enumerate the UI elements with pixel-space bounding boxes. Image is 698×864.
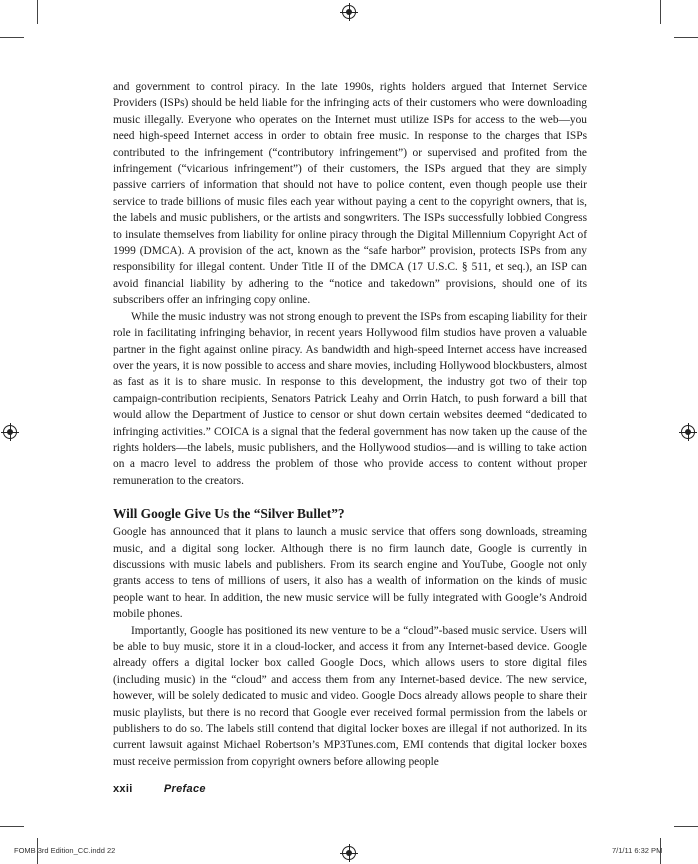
paragraph-hollywood: While the music industry was not strong enough to prevent the ISPs from escaping liability for their role in facilitating infringing behavior, in recent years Hollywood film studios have proven a valuable partner in the fight against online piracy. As bandwidth and high-speed Internet access have increased over the years, it is now possible to access and share movies, including Hollywood blockbusters, almost as fast as it is to share music. In response to this development, the industry got two of their top campaign-contribution recipients, Senators Patrick Leahy and Orrin Hatch, to push forward a bill that would allow the Department of Justice to censor or shut down certain websites deemed “dedicated to infringing activities.” COICA is a signal that the federal government has now taken up the cause of the rights holders—the labels, music publishers, and the Hollywood studios—and is willing to take action on a macro level to address the problem of those who provide access to content without proper remuneration to the creators. — [113, 310, 587, 487]
crop-mark-bottom-left-h — [0, 826, 24, 827]
registration-mark-bottom-icon — [342, 846, 356, 860]
paragraph-isp-liability: and government to control piracy. In the late 1990s, rights holders argued that Internet Service Providers (ISPs) should be held liable for the infringing acts of their customers who were downloading music illegally. Everyone who operates on the Internet must utilize ISPs for access to the web—you need high-speed Internet access in order to obtain free music. In response to the charges that ISPs contributed to the infringement (“contributory infringement”) or supervised and profited from the infringement (“vicarious infringement”) of their customers, the ISPs argued that they are simply passive carriers of information that should not have to police content, even though people use their service to trade billions of music files each year without paying a cent to the copyright owners, that is, the labels and music publishers, or the artists and songwriters. The ISPs successfully lobbied Congress to insulate themselves from liability for online piracy through the Digital Millennium Copyright Act of 1999 (DMCA). A provision of the act, known as the “safe harbor” provision, protects ISPs from any responsibility for illegal content. Under Title II of the DMCA (17 U.S.C. § 511, et seq.), an ISP can avoid financial liability by adhering to the “notice and takedown” provisions, should one of its subscribers offer an infringing copy online. — [113, 81, 587, 307]
body-text — [113, 79, 587, 770]
registration-mark-right-icon — [681, 425, 695, 439]
crop-mark-bottom-right-h — [674, 826, 698, 827]
section-heading: Will Google Give Us the “Silver Bullet”? — [113, 506, 345, 522]
paragraph-google-service: Google has announced that it plans to launch a music service that offers song downloads, streaming music, and a digital song locker. Although there is no firm launch date, Google is currently in discussions with music labels and publishers. From its search engine and YouTube, Google not only grants access to tens of millions of users, it also has a wealth of information on the kinds of music people want to hear. In addition, the new music service will be fully integrated with Google’s Android mobile phones. — [113, 526, 587, 621]
crop-mark-top-right — [660, 0, 661, 24]
slug-datetime: 7/1/11 6:32 PM — [612, 846, 663, 855]
registration-mark-left-icon — [3, 425, 17, 439]
crop-mark-top-left — [37, 0, 38, 24]
registration-mark-top-icon — [342, 5, 356, 19]
running-head: Preface — [163, 783, 206, 795]
slug-filename: FOMB 3rd Edition_CC.indd 22 — [14, 846, 116, 855]
crop-mark-top-left-h — [0, 37, 24, 38]
page-footer — [113, 783, 206, 795]
crop-mark-top-right-h — [674, 37, 698, 38]
paragraph-cloud-service: Importantly, Google has positioned its new venture to be a “cloud”-based music service. Users will be able to buy music, store it in a cloud-locker, and access it from any Internet-based device. Google already offers a digital locker box called Google Docs, which allows users to store digital files (including music) in the “cloud” and access them from any Internet-based device. The new service, however, will be solely dedicated to music and video. Google Docs already allows people to share their music playlists, but there is no record that Google ever received formal permission from the labels or publishers to do so. The labels still contend that digital locker boxes are illegal if not authorized. In its current lawsuit against Michael Robertson’s MP3Tunes.com, EMI contends that digital locker boxes must receive permission from copyright owners before allowing people — [113, 624, 587, 768]
page-number: xxii — [113, 783, 133, 795]
